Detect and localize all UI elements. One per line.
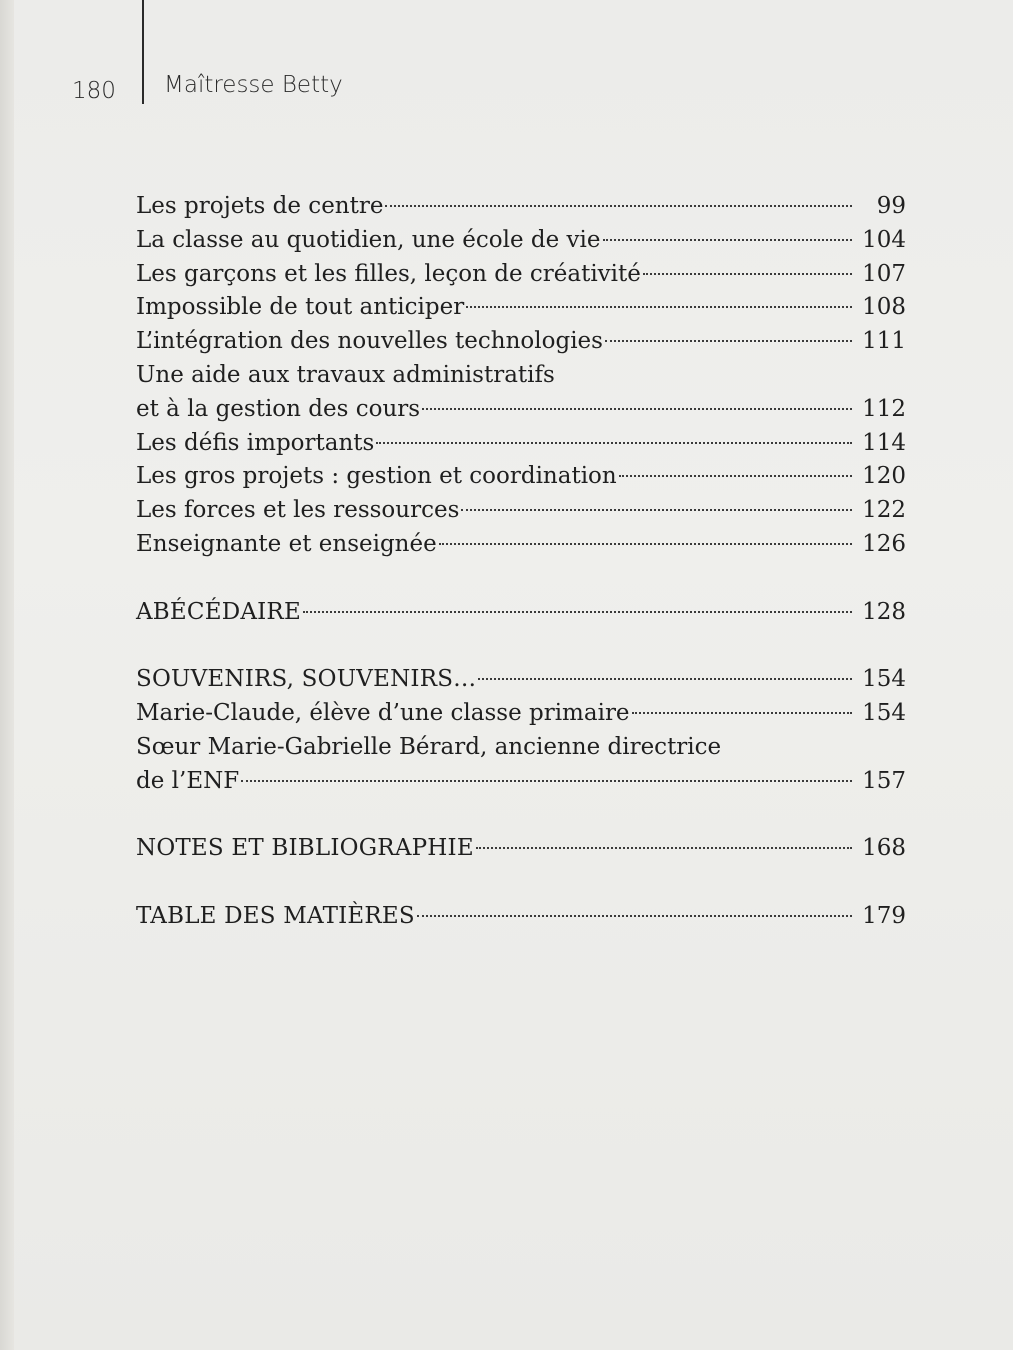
- toc-entry: [136, 427, 906, 461]
- dot-leader: [241, 780, 852, 782]
- toc-entry: [136, 325, 906, 359]
- toc-entry: [136, 460, 906, 494]
- toc-entry-label-line1: Une aide aux travaux administratifs: [136, 361, 555, 388]
- toc-entry-label: Les garçons et les filles, leçon de créativité: [136, 260, 641, 287]
- toc-entry: [136, 359, 906, 427]
- toc-entry-page: 114: [862, 429, 906, 456]
- dot-leader: [619, 475, 852, 477]
- toc-entry-page: 112: [862, 395, 906, 422]
- toc-entry: [136, 731, 906, 799]
- dot-leader: [643, 273, 852, 275]
- toc-section-page: 168: [862, 835, 906, 862]
- toc-entry-label: Impossible de tout anticiper: [136, 294, 465, 321]
- toc-section-label: ABÉCÉDAIRE: [136, 598, 301, 625]
- toc-entry-page: 108: [862, 294, 906, 321]
- header-rule: [142, 0, 144, 104]
- toc-entry-label: Les forces et les ressources: [136, 497, 460, 524]
- toc-entry-page: 154: [862, 699, 906, 726]
- toc-section-page: 179: [862, 902, 906, 929]
- toc-section-table: [136, 900, 906, 934]
- dot-leader: [461, 509, 852, 511]
- toc-entry-label: Marie-Claude, élève d’une classe primaire: [136, 699, 630, 726]
- toc-entry-label-line2: de l’ENF: [136, 767, 240, 794]
- dot-leader: [385, 205, 852, 207]
- dot-leader: [417, 915, 852, 917]
- section-spacer: [136, 629, 906, 663]
- table-of-contents: [136, 190, 906, 934]
- toc-section-page: 128: [862, 598, 906, 625]
- dot-leader: [478, 678, 852, 680]
- page-number: 180: [72, 78, 116, 104]
- page-edge: [0, 0, 14, 1350]
- toc-entry-label-line1: Sœur Marie-Gabrielle Bérard, ancienne directrice: [136, 733, 722, 760]
- toc-entry-page: 107: [862, 260, 906, 287]
- dot-leader: [605, 340, 852, 342]
- toc-entry-page: 99: [876, 193, 906, 219]
- dot-leader: [376, 442, 852, 444]
- toc-section-label: NOTES ET BIBLIOGRAPHIE: [136, 835, 474, 862]
- toc-entry: [136, 494, 906, 528]
- toc-entry-label: Les défis importants: [136, 429, 375, 456]
- toc-entry-label: Les projets de centre: [136, 193, 384, 219]
- dot-leader: [303, 611, 852, 613]
- dot-leader: [422, 408, 852, 410]
- toc-section-souvenirs: [136, 663, 906, 697]
- toc-entry: [136, 291, 906, 325]
- toc-entry-label-line2: et à la gestion des cours: [136, 395, 421, 422]
- toc-section-notes: [136, 832, 906, 866]
- toc-entry: [136, 190, 906, 224]
- section-spacer: [136, 562, 906, 596]
- toc-entry-page: 104: [862, 226, 906, 253]
- toc-entry-page: 126: [862, 530, 906, 557]
- dot-leader: [603, 239, 853, 241]
- dot-leader: [632, 712, 852, 714]
- toc-section-label: SOUVENIRS, SOUVENIRS…: [136, 666, 477, 693]
- dot-leader: [476, 847, 852, 849]
- toc-entry: [136, 224, 906, 258]
- running-title: Maîtresse Betty: [164, 72, 343, 98]
- toc-section-page: 154: [862, 666, 906, 693]
- toc-entry-page: 122: [862, 497, 906, 524]
- toc-entry: [136, 697, 906, 731]
- toc-entry: [136, 528, 906, 562]
- toc-entry-label: Enseignante et enseignée: [136, 530, 437, 557]
- section-spacer: [136, 798, 906, 832]
- toc-entry-page: 111: [862, 328, 906, 355]
- dot-leader: [439, 543, 852, 545]
- toc-section-abecedaire: [136, 596, 906, 630]
- dot-leader: [466, 306, 852, 308]
- toc-entry-label: Les gros projets : gestion et coordination: [136, 463, 617, 490]
- toc-entry-page: 157: [862, 767, 906, 794]
- section-spacer: [136, 866, 906, 900]
- toc-section-label: TABLE DES MATIÈRES: [136, 902, 415, 929]
- toc-entry: [136, 258, 906, 292]
- toc-entry-label: La classe au quotidien, une école de vie: [136, 226, 601, 253]
- toc-entry-page: 120: [862, 463, 906, 490]
- toc-entry-label: L’intégration des nouvelles technologies: [136, 328, 603, 355]
